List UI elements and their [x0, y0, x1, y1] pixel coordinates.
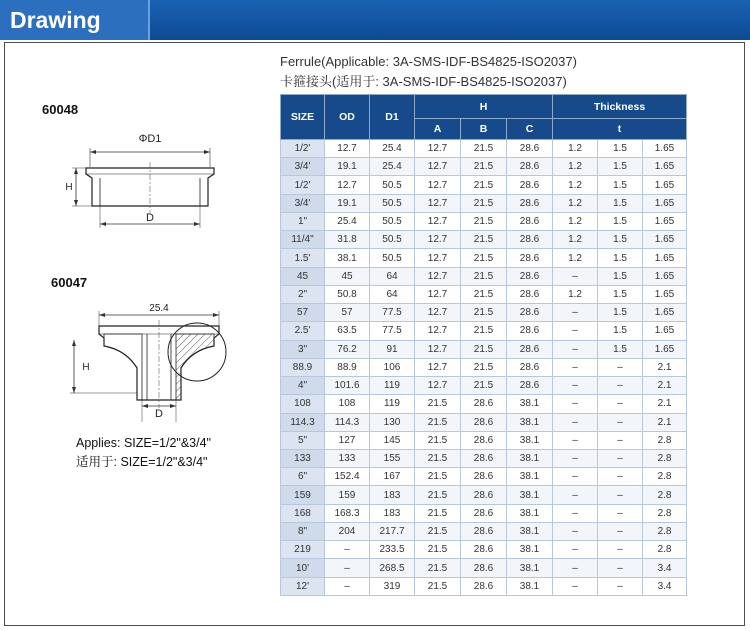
cell-t1: 1.2: [553, 285, 598, 303]
label-d-60048: D: [146, 212, 154, 224]
cell-od: 76.2: [325, 340, 370, 358]
cell-b: 21.5: [461, 140, 507, 158]
cell-od: 12.7: [325, 140, 370, 158]
cell-a: 12.7: [415, 377, 461, 395]
cell-b: 21.5: [461, 194, 507, 212]
table-row: [281, 285, 687, 303]
cell-b: 21.5: [461, 267, 507, 285]
cell-t2: 1.5: [598, 267, 643, 285]
cell-t3: 1.65: [643, 158, 687, 176]
cell-size: 1": [281, 212, 325, 230]
table-row: [281, 431, 687, 449]
table-row: [281, 541, 687, 559]
cell-d1: 119: [370, 395, 415, 413]
cell-t3: 2.1: [643, 377, 687, 395]
cell-size: 108: [281, 395, 325, 413]
cell-od: 101.6: [325, 377, 370, 395]
cell-c: 38.1: [507, 468, 553, 486]
cell-t1: –: [553, 541, 598, 559]
cell-a: 12.7: [415, 158, 461, 176]
cell-t1: 1.2: [553, 158, 598, 176]
cell-t3: 2.8: [643, 449, 687, 467]
cell-a: 21.5: [415, 431, 461, 449]
cell-a: 21.5: [415, 504, 461, 522]
cell-d1: 319: [370, 577, 415, 595]
cell-size: 219: [281, 541, 325, 559]
cell-a: 21.5: [415, 449, 461, 467]
cell-t3: 2.8: [643, 504, 687, 522]
cell-od: 204: [325, 522, 370, 540]
cell-t1: –: [553, 577, 598, 595]
cell-od: 108: [325, 395, 370, 413]
cell-a: 12.7: [415, 322, 461, 340]
ferrule-drawing-60048: [60, 122, 240, 237]
header-a: A: [415, 119, 461, 140]
cell-d1: 77.5: [370, 304, 415, 322]
cell-d1: 50.5: [370, 212, 415, 230]
cell-t3: 1.65: [643, 340, 687, 358]
cell-t2: 1.5: [598, 285, 643, 303]
table-row: [281, 158, 687, 176]
caption-english: Ferrule(Applicable: 3A-SMS-IDF-BS4825-ISO2037): [280, 54, 577, 69]
table-row: [281, 231, 687, 249]
cell-c: 38.1: [507, 504, 553, 522]
cell-t3: 1.65: [643, 140, 687, 158]
cell-od: –: [325, 541, 370, 559]
cell-od: 12.7: [325, 176, 370, 194]
cell-t2: 1.5: [598, 176, 643, 194]
cell-b: 21.5: [461, 231, 507, 249]
cell-t1: –: [553, 377, 598, 395]
table-row: [281, 358, 687, 376]
table-row: [281, 194, 687, 212]
cell-d1: 268.5: [370, 559, 415, 577]
cell-d1: 119: [370, 377, 415, 395]
cell-od: 25.4: [325, 212, 370, 230]
cell-t3: 3.4: [643, 577, 687, 595]
table-row: [281, 577, 687, 595]
cell-c: 38.1: [507, 522, 553, 540]
cell-d1: 106: [370, 358, 415, 376]
part-code-60048: 60048: [42, 102, 79, 117]
cell-a: 21.5: [415, 468, 461, 486]
cell-c: 28.6: [507, 358, 553, 376]
table-row: [281, 559, 687, 577]
cell-d1: 167: [370, 468, 415, 486]
cell-t3: 1.65: [643, 322, 687, 340]
cell-a: 21.5: [415, 486, 461, 504]
cell-a: 21.5: [415, 559, 461, 577]
cell-t3: 3.4: [643, 559, 687, 577]
table-row: [281, 322, 687, 340]
cell-t1: –: [553, 358, 598, 376]
cell-t1: 1.2: [553, 194, 598, 212]
cell-a: 12.7: [415, 358, 461, 376]
cell-size: 6": [281, 468, 325, 486]
cell-size: 3/4': [281, 194, 325, 212]
cell-od: 50.8: [325, 285, 370, 303]
cell-b: 28.6: [461, 504, 507, 522]
cell-size: 88.9: [281, 358, 325, 376]
table-row: [281, 449, 687, 467]
cell-c: 28.6: [507, 322, 553, 340]
cell-b: 28.6: [461, 395, 507, 413]
cell-d1: 91: [370, 340, 415, 358]
cell-d1: 217.7: [370, 522, 415, 540]
cell-a: 12.7: [415, 212, 461, 230]
cell-c: 28.6: [507, 304, 553, 322]
table-row: [281, 340, 687, 358]
cell-size: 133: [281, 449, 325, 467]
cell-od: –: [325, 577, 370, 595]
cell-t1: 1.2: [553, 231, 598, 249]
cell-t1: 1.2: [553, 176, 598, 194]
caption-chinese: 卡箍接头(适用于: 3A-SMS-IDF-BS4825-ISO2037): [280, 74, 567, 89]
cell-b: 28.6: [461, 522, 507, 540]
cell-t1: –: [553, 340, 598, 358]
cell-t3: 1.65: [643, 194, 687, 212]
cell-c: 38.1: [507, 486, 553, 504]
cell-c: 28.6: [507, 140, 553, 158]
cell-b: 21.5: [461, 340, 507, 358]
spec-table-body: [281, 140, 687, 596]
header-size: SIZE: [281, 95, 325, 140]
cell-t2: –: [598, 431, 643, 449]
cell-c: 28.6: [507, 212, 553, 230]
cell-c: 38.1: [507, 413, 553, 431]
cell-size: 45: [281, 267, 325, 285]
cell-a: 12.7: [415, 285, 461, 303]
cell-od: 159: [325, 486, 370, 504]
cell-size: 2": [281, 285, 325, 303]
cell-od: 38.1: [325, 249, 370, 267]
cell-b: 21.5: [461, 285, 507, 303]
header-thickness: Thickness: [553, 95, 687, 119]
cell-size: 10': [281, 559, 325, 577]
cell-size: 1/2': [281, 140, 325, 158]
cell-c: 28.6: [507, 158, 553, 176]
cell-size: 2.5': [281, 322, 325, 340]
cell-t2: –: [598, 522, 643, 540]
cell-t3: 1.65: [643, 231, 687, 249]
cell-b: 21.5: [461, 158, 507, 176]
cell-t3: 2.8: [643, 468, 687, 486]
cell-a: 21.5: [415, 522, 461, 540]
cell-t1: –: [553, 304, 598, 322]
table-row: [281, 468, 687, 486]
cell-od: 63.5: [325, 322, 370, 340]
cell-t2: –: [598, 486, 643, 504]
cell-t2: –: [598, 395, 643, 413]
cell-c: 28.6: [507, 231, 553, 249]
cell-b: 28.6: [461, 486, 507, 504]
cell-d1: 50.5: [370, 231, 415, 249]
cell-t1: –: [553, 431, 598, 449]
cell-t3: 1.65: [643, 176, 687, 194]
cell-size: 1/2': [281, 176, 325, 194]
table-row: [281, 486, 687, 504]
cell-od: 31.8: [325, 231, 370, 249]
label-d1: ΦD1: [138, 133, 162, 145]
cell-size: 57: [281, 304, 325, 322]
header-od: OD: [325, 95, 370, 140]
cell-t3: 1.65: [643, 249, 687, 267]
table-row: [281, 522, 687, 540]
cell-t1: –: [553, 413, 598, 431]
cell-t3: 1.65: [643, 304, 687, 322]
header-c: C: [507, 119, 553, 140]
cell-a: 21.5: [415, 541, 461, 559]
cell-t1: 1.2: [553, 212, 598, 230]
cell-size: 11/4": [281, 231, 325, 249]
table-row: [281, 212, 687, 230]
cell-t2: –: [598, 413, 643, 431]
cell-b: 28.6: [461, 468, 507, 486]
cell-d1: 64: [370, 285, 415, 303]
label-width-60047: 25.4: [149, 303, 169, 314]
cell-c: 28.6: [507, 267, 553, 285]
cell-d1: 50.5: [370, 176, 415, 194]
cell-t2: 1.5: [598, 140, 643, 158]
cell-b: 28.6: [461, 541, 507, 559]
cell-t3: 1.65: [643, 285, 687, 303]
cell-a: 12.7: [415, 249, 461, 267]
cell-d1: 77.5: [370, 322, 415, 340]
cell-c: 38.1: [507, 559, 553, 577]
cell-od: 127: [325, 431, 370, 449]
cell-od: 45: [325, 267, 370, 285]
cell-c: 38.1: [507, 577, 553, 595]
cell-b: 21.5: [461, 358, 507, 376]
table-row: [281, 395, 687, 413]
ferrule-drawing-60047: [64, 298, 234, 436]
page-title: Drawing: [0, 0, 150, 40]
cell-t2: –: [598, 504, 643, 522]
cell-c: 28.6: [507, 249, 553, 267]
cell-c: 38.1: [507, 449, 553, 467]
label-h-60048: H: [65, 182, 73, 193]
cell-t3: 2.8: [643, 486, 687, 504]
cell-c: 38.1: [507, 541, 553, 559]
cell-b: 21.5: [461, 249, 507, 267]
cell-t2: 1.5: [598, 322, 643, 340]
cell-b: 21.5: [461, 212, 507, 230]
cell-t2: –: [598, 449, 643, 467]
cell-a: 12.7: [415, 304, 461, 322]
label-d-60047: D: [155, 408, 163, 420]
part-code-60047: 60047: [51, 275, 88, 290]
cell-od: 19.1: [325, 158, 370, 176]
cell-t2: –: [598, 358, 643, 376]
cell-b: 28.6: [461, 413, 507, 431]
cell-t1: –: [553, 559, 598, 577]
cell-a: 21.5: [415, 413, 461, 431]
cell-d1: 50.5: [370, 249, 415, 267]
table-row: [281, 249, 687, 267]
cell-b: 28.6: [461, 577, 507, 595]
cell-t1: –: [553, 504, 598, 522]
cell-d1: 233.5: [370, 541, 415, 559]
cell-a: 12.7: [415, 140, 461, 158]
cell-d1: 145: [370, 431, 415, 449]
cell-t3: 1.65: [643, 267, 687, 285]
cell-d1: 183: [370, 504, 415, 522]
header-d1: D1: [370, 95, 415, 140]
cell-size: 12': [281, 577, 325, 595]
cell-od: 88.9: [325, 358, 370, 376]
label-h-60047: H: [82, 362, 90, 373]
cell-b: 21.5: [461, 377, 507, 395]
cell-t1: –: [553, 449, 598, 467]
cell-d1: 155: [370, 449, 415, 467]
cell-t2: –: [598, 559, 643, 577]
header-h: H: [415, 95, 553, 119]
cell-t2: –: [598, 577, 643, 595]
cell-b: 21.5: [461, 322, 507, 340]
cell-c: 28.6: [507, 340, 553, 358]
cell-size: 168: [281, 504, 325, 522]
table-row: [281, 140, 687, 158]
cell-a: 12.7: [415, 194, 461, 212]
table-row: [281, 304, 687, 322]
cell-b: 28.6: [461, 449, 507, 467]
cell-t1: –: [553, 267, 598, 285]
cell-t2: 1.5: [598, 249, 643, 267]
cell-od: 133: [325, 449, 370, 467]
cell-t2: 1.5: [598, 158, 643, 176]
cell-t2: 1.5: [598, 304, 643, 322]
cell-a: 12.7: [415, 176, 461, 194]
cell-d1: 130: [370, 413, 415, 431]
cell-t3: 2.1: [643, 395, 687, 413]
cell-t3: 2.8: [643, 431, 687, 449]
table-row: [281, 377, 687, 395]
cell-size: 5": [281, 431, 325, 449]
cell-t2: 1.5: [598, 340, 643, 358]
cell-t1: –: [553, 468, 598, 486]
cell-od: 152.4: [325, 468, 370, 486]
cell-b: 21.5: [461, 304, 507, 322]
header-t: t: [553, 119, 687, 140]
cell-a: 12.7: [415, 267, 461, 285]
header-b: B: [461, 119, 507, 140]
cell-a: 12.7: [415, 340, 461, 358]
cell-t3: 1.65: [643, 212, 687, 230]
cell-od: 168.3: [325, 504, 370, 522]
table-row: [281, 176, 687, 194]
cell-b: 28.6: [461, 559, 507, 577]
cell-c: 38.1: [507, 395, 553, 413]
cell-d1: 25.4: [370, 140, 415, 158]
cell-size: 3": [281, 340, 325, 358]
cell-size: 159: [281, 486, 325, 504]
cell-od: –: [325, 559, 370, 577]
cell-d1: 25.4: [370, 158, 415, 176]
cell-t2: –: [598, 468, 643, 486]
cell-size: 8": [281, 522, 325, 540]
cell-size: 3/4': [281, 158, 325, 176]
cell-t2: 1.5: [598, 212, 643, 230]
cell-t3: 2.1: [643, 358, 687, 376]
cell-a: 12.7: [415, 231, 461, 249]
cell-size: 1.5': [281, 249, 325, 267]
table-row: [281, 413, 687, 431]
cell-od: 57: [325, 304, 370, 322]
cell-t1: –: [553, 322, 598, 340]
cell-t1: 1.2: [553, 249, 598, 267]
spec-table: [280, 94, 687, 596]
applies-chinese: 适用于: SIZE=1/2"&3/4": [76, 455, 208, 469]
table-row: [281, 504, 687, 522]
cell-t2: 1.5: [598, 231, 643, 249]
cell-c: 28.6: [507, 194, 553, 212]
cell-c: 28.6: [507, 377, 553, 395]
cell-b: 21.5: [461, 176, 507, 194]
cell-t2: 1.5: [598, 194, 643, 212]
cell-t3: 2.8: [643, 522, 687, 540]
cell-d1: 183: [370, 486, 415, 504]
cell-b: 28.6: [461, 431, 507, 449]
cell-a: 21.5: [415, 577, 461, 595]
table-row: [281, 267, 687, 285]
cell-c: 28.6: [507, 176, 553, 194]
cell-t3: 2.1: [643, 413, 687, 431]
cell-a: 21.5: [415, 395, 461, 413]
cell-t1: 1.2: [553, 140, 598, 158]
applies-english: Applies: SIZE=1/2"&3/4": [76, 436, 211, 450]
cell-size: 114.3: [281, 413, 325, 431]
cell-od: 114.3: [325, 413, 370, 431]
cell-t2: –: [598, 377, 643, 395]
cell-c: 38.1: [507, 431, 553, 449]
cell-t1: –: [553, 522, 598, 540]
cell-c: 28.6: [507, 285, 553, 303]
cell-od: 19.1: [325, 194, 370, 212]
cell-t1: –: [553, 395, 598, 413]
cell-d1: 50.5: [370, 194, 415, 212]
cell-t2: –: [598, 541, 643, 559]
cell-d1: 64: [370, 267, 415, 285]
cell-t1: –: [553, 486, 598, 504]
cell-size: 4": [281, 377, 325, 395]
cell-t3: 2.8: [643, 541, 687, 559]
